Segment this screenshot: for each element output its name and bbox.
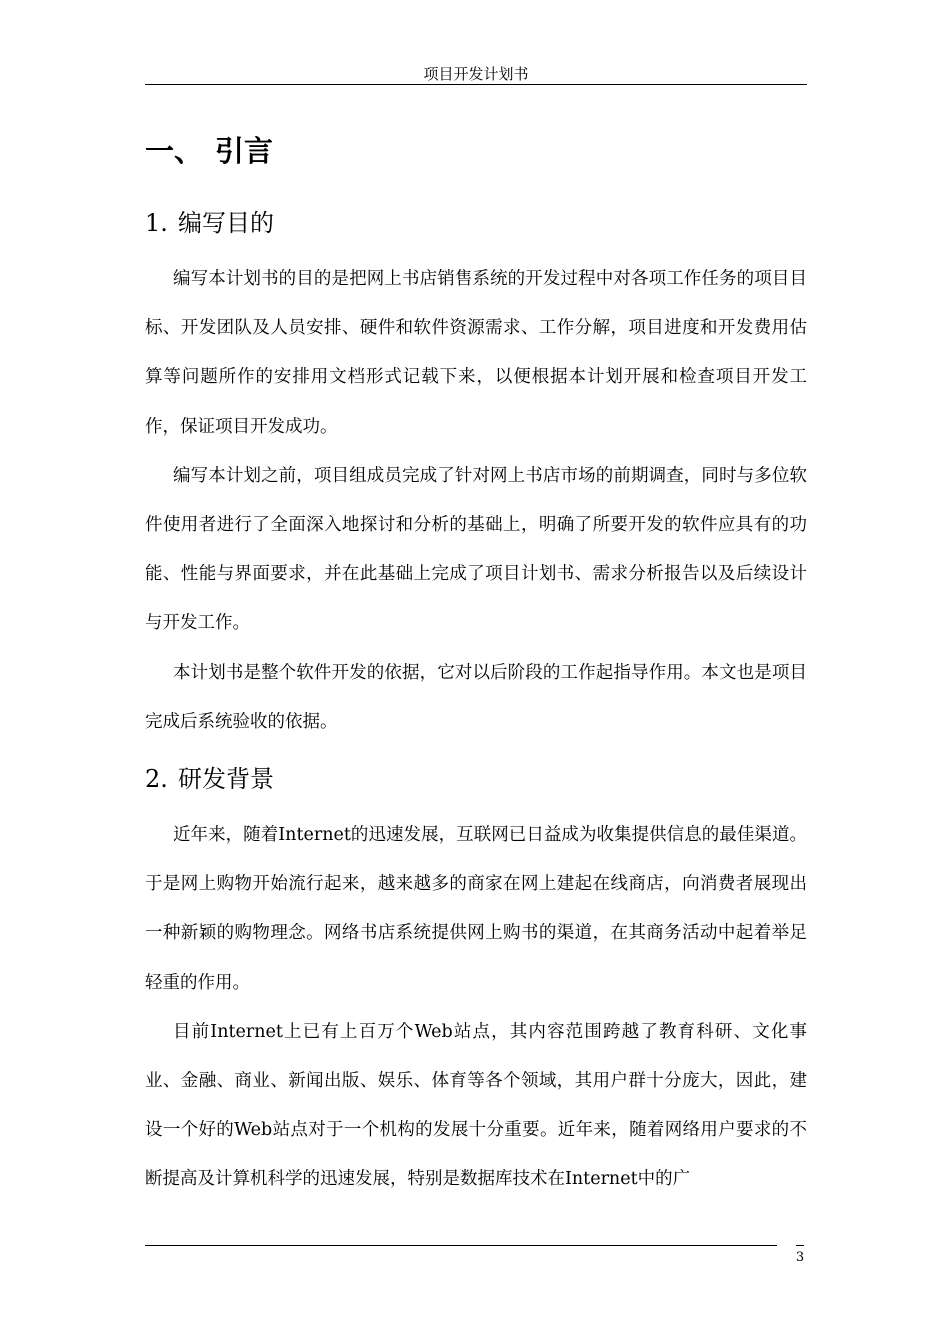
body-paragraph: 编写本计划书的目的是把网上书店销售系统的开发过程中对各项工作任务的项目目标、开发团队及人员安排、硬件和软件资源需求、工作分解，项目进度和开发费用估算等问题所作的安排用文档形式记载下来，以便根据本计划开展和检查项目开发工作，保证项目开发成功。 bbox=[145, 269, 807, 437]
section-heading bbox=[145, 201, 807, 245]
page-body bbox=[145, 126, 807, 1205]
body-paragraph: 近年来，随着Internet的迅速发展，互联网已日益成为收集提供信息的最佳渠道。于是网上购物开始流行起来，越来越多的商家在网上建起在线商店，向消费者展现出一种新颖的购物理念。网络书店系统提供网上购书的渠道，在其商务活动中起着举足轻重的作用。 bbox=[145, 825, 807, 993]
header-divider bbox=[145, 84, 807, 85]
chapter-title: 引言 bbox=[215, 134, 274, 168]
body-paragraph: 编写本计划之前，项目组成员完成了针对网上书店市场的前期调查，同时与多位软件使用者进行了全面深入地探讨和分析的基础上，明确了所要开发的软件应具有的功能、性能与界面要求，并在此基础上完成了项目计划书、需求分析报告以及后续设计与开发工作。 bbox=[145, 465, 807, 634]
body-paragraph: 目前Internet上已有上百万个Web站点，其内容范围跨越了教育科研、文化事业、金融、商业、新闻出版、娱乐、体育等各个领域，其用户群十分庞大，因此，建设一个好的Web站点对于一个机构的发展十分重要。近年来，随着网络用户要求的不断提高及计算机科学的迅速发展，特别是数据库技术在Internet中的广 bbox=[145, 1021, 807, 1190]
running-header: 项目开发计划书 bbox=[423, 65, 529, 83]
footer-divider bbox=[145, 1245, 777, 1246]
chapter-number: 一、 bbox=[145, 134, 204, 168]
section-title: 编写目的 bbox=[178, 209, 274, 237]
body-paragraph: 本计划书是整个软件开发的依据，它对以后阶段的工作起指导作用。本文也是项目完成后系统验收的依据。 bbox=[145, 662, 807, 732]
section-number: 2. bbox=[145, 765, 168, 794]
section-title: 研发背景 bbox=[178, 765, 274, 794]
section-heading bbox=[145, 757, 807, 801]
chapter-heading bbox=[145, 126, 807, 176]
section-number: 1. bbox=[145, 209, 168, 237]
page-number: 3 bbox=[795, 1250, 805, 1265]
